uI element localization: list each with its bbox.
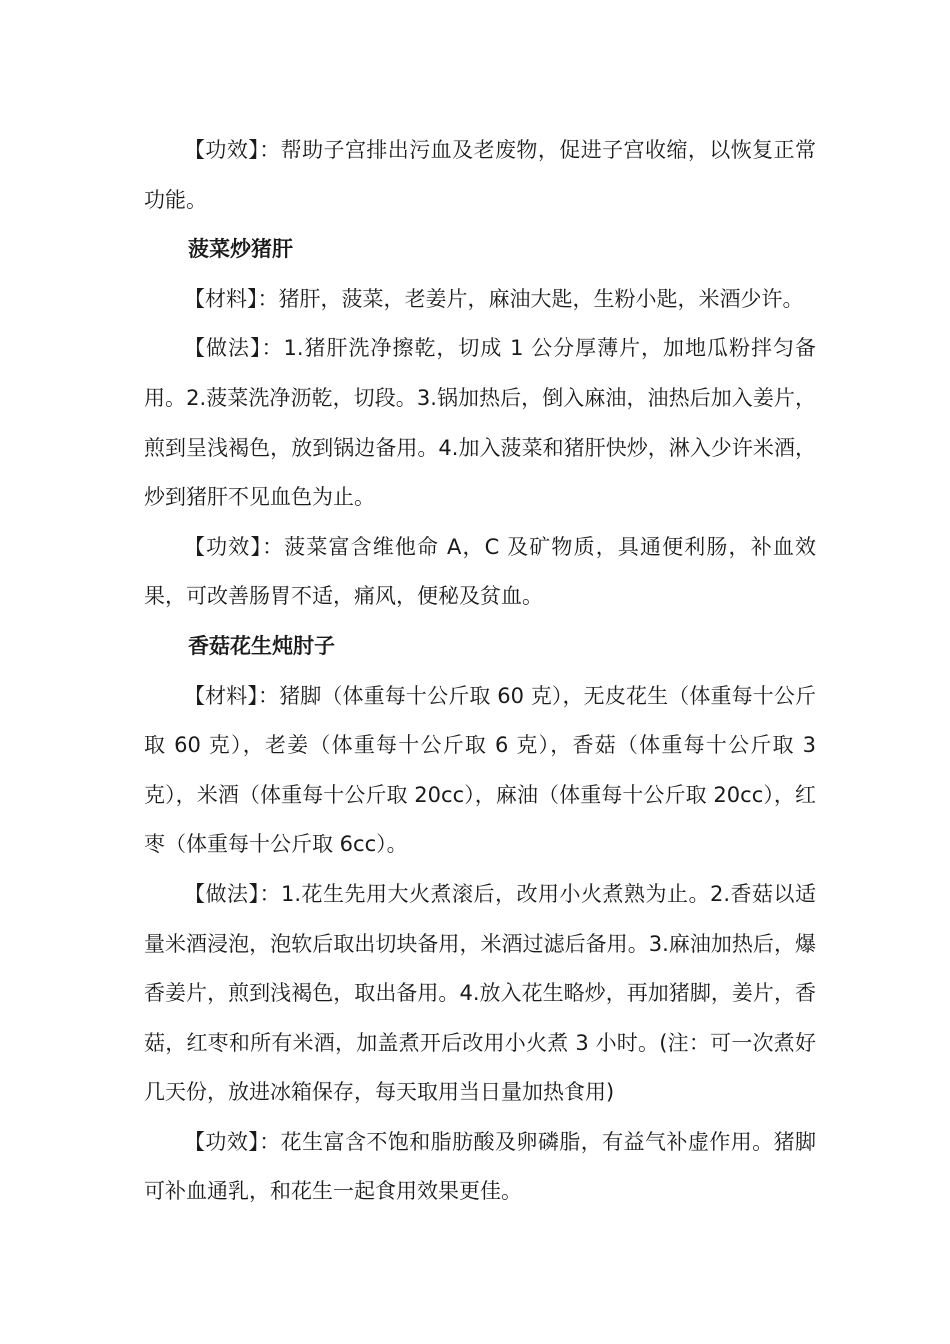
- document-page: [144, 126, 816, 1217]
- recipe-title-spinach-pork-liver: 菠菜炒猪肝: [188, 237, 293, 262]
- method-paragraph-2: 【做法】：1.花生先用大火煮滚后，改用小火煮熟为止。2.香菇以适量米酒浸泡，泡软后取出切块备用，米酒过滤后备用。3.麻油加热后，爆香姜片，煎到浅褐色，取出备用。4.放入花生略炒，再加猪脚，姜片，香菇，红枣和所有米酒，加盖煮开后改用小火煮 3 小时。(注：可一次煮好几天份，放进冰箱保存，每天取用当日量加热食用): [144, 881, 816, 1105]
- ingredients-paragraph-1: 【材料】：猪肝，菠菜，老姜片，麻油大匙，生粉小匙，米酒少许。: [184, 286, 804, 311]
- effect-paragraph-1: 【功效】：帮助子宫排出污血及老废物，促进子宫收缩，以恢复正常功能。: [144, 138, 816, 212]
- effect-paragraph-2: 【功效】：菠菜富含维他命 A，C 及矿物质，具通便利肠，补血效果，可改善肠胃不适，痛风，便秘及贫血。: [144, 534, 816, 609]
- method-paragraph-1: 【做法】：1.猪肝洗净擦乾，切成 1 公分厚薄片，加地瓜粉拌匀备用。2.菠菜洗净沥乾，切段。3.锅加热后，倒入麻油，油热后加入姜片，煎到呈浅褐色，放到锅边备用。4.加入菠菜和猪肝快炒，淋入少许米酒，炒到猪肝不见血色为止。: [144, 336, 816, 510]
- effect-paragraph-3: 【功效】：花生富含不饱和脂肪酸及卵磷脂，有益气补虚作用。猪脚可补血通乳，和花生一起食用效果更佳。: [144, 1129, 816, 1204]
- ingredients-paragraph-2: 【材料】：猪脚（体重每十公斤取 60 克），无皮花生（体重每十公斤取 60 克），老姜（体重每十公斤取 6 克），香菇（体重每十公斤取 3 克），米酒（体重每十公斤取 20cc），麻油（体重每十公斤取 20cc），红枣（体重每十公斤取 6cc）。: [144, 683, 816, 857]
- recipe-title-mushroom-peanut-pork: 香菇花生炖肘子: [188, 633, 335, 658]
